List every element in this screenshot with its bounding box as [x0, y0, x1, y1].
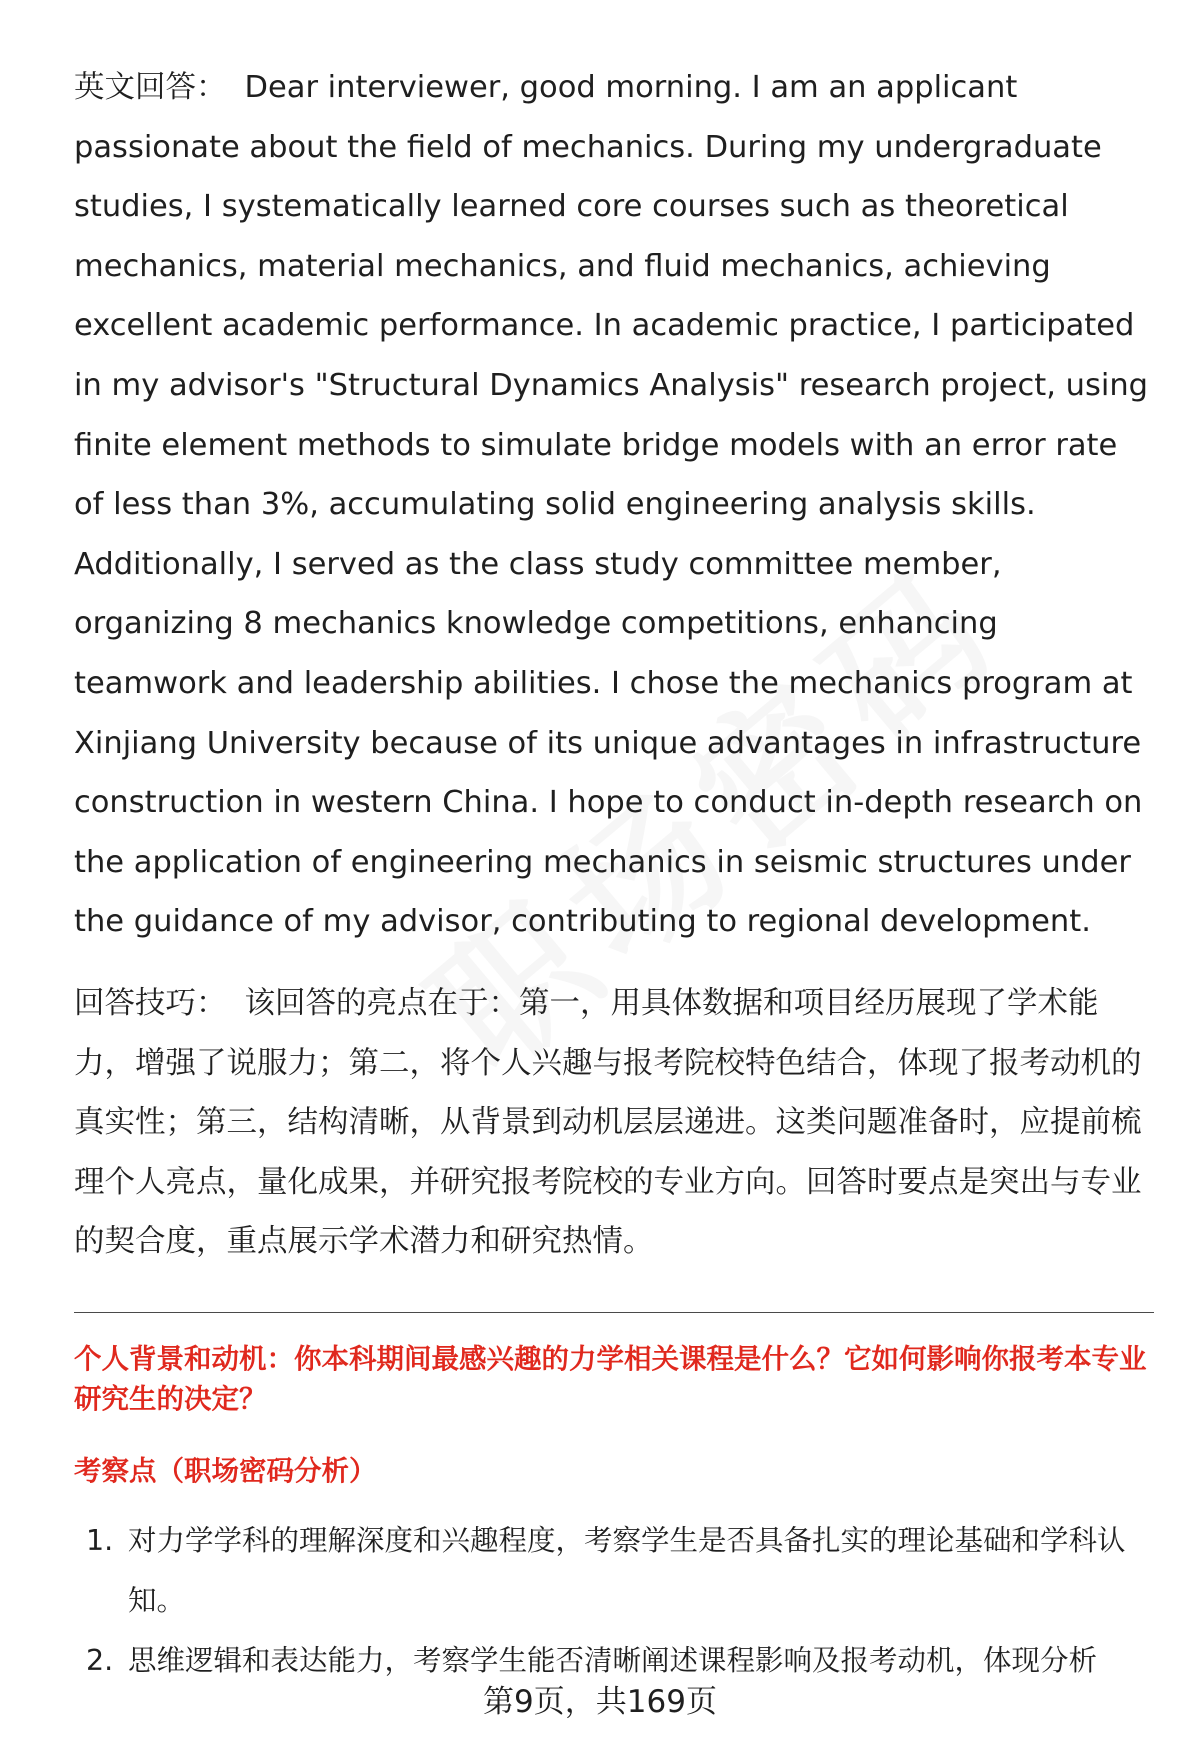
assessment-points-list — [74, 1511, 1154, 1691]
list-item-text: 思维逻辑和表达能力，考察学生能否清晰阐述课程影响及报考动机，体现分析 — [128, 1643, 1098, 1677]
answer-tips-paragraph — [74, 974, 1154, 1272]
page-content — [74, 58, 1154, 1691]
list-item-number: 1. — [86, 1523, 114, 1557]
assessment-points-heading: 考察点（职场密码分析） — [74, 1454, 377, 1487]
page-number: 第9页，共169页 — [483, 1684, 717, 1720]
list-item-number: 2. — [86, 1643, 114, 1677]
answer-tips-text: 该回答的亮点在于：第一，用具体数据和项目经历展现了学术能力，增强了说服力；第二，将个人兴趣与报考院校特色结合，体现了报考动机的真实性；第三，结构清晰，从背景到动机层层递进。这类问题准备时，应提前梳理个人亮点，量化成果，并研究报考院校的专业方向。回答时要点是突出与专业的契合度，重点展示学术潜力和研究热情。 — [74, 985, 1142, 1260]
section-divider — [74, 1312, 1154, 1313]
answer-tips-label: 回答技巧： — [74, 985, 227, 1021]
list-item — [74, 1511, 1154, 1631]
english-answer-paragraph — [74, 58, 1154, 952]
list-item-text: 对力学学科的理解深度和兴趣程度，考察学生是否具备扎实的理论基础和学科认知。 — [128, 1523, 1126, 1617]
question-heading: 个人背景和动机：你本科期间最感兴趣的力学相关课程是什么？它如何影响你报考本专业研究生的决定？ — [74, 1342, 1147, 1415]
english-answer-label: 英文回答： — [74, 70, 227, 105]
english-answer-text: Dear interviewer, good morning. I am an applicant passionate about the field of mechanics. During my undergraduate studies, I systematically learned core courses such as theoretical mechanics, material mechanics, and fluid mechanics, achieving excellent academic performance. In academic practice, I participated in my advisor's "Structural Dynamics Analysis" research project, using finite element methods to simulate bridge models with an error rate of less than 3%, accumulating solid engineering analysis skills. Additionally, I served as the class study committee member, organizing 8 mechanics knowledge competitions, enhancing teamwork and leadership abilities. I chose the mechanics program at Xinjiang University because of its unique advantages in infrastructure construction in western China. I hope to conduct in-depth research on the application of engineering mechanics in seismic structures under the guidance of my advisor, contributing to regional development. — [74, 70, 1149, 940]
